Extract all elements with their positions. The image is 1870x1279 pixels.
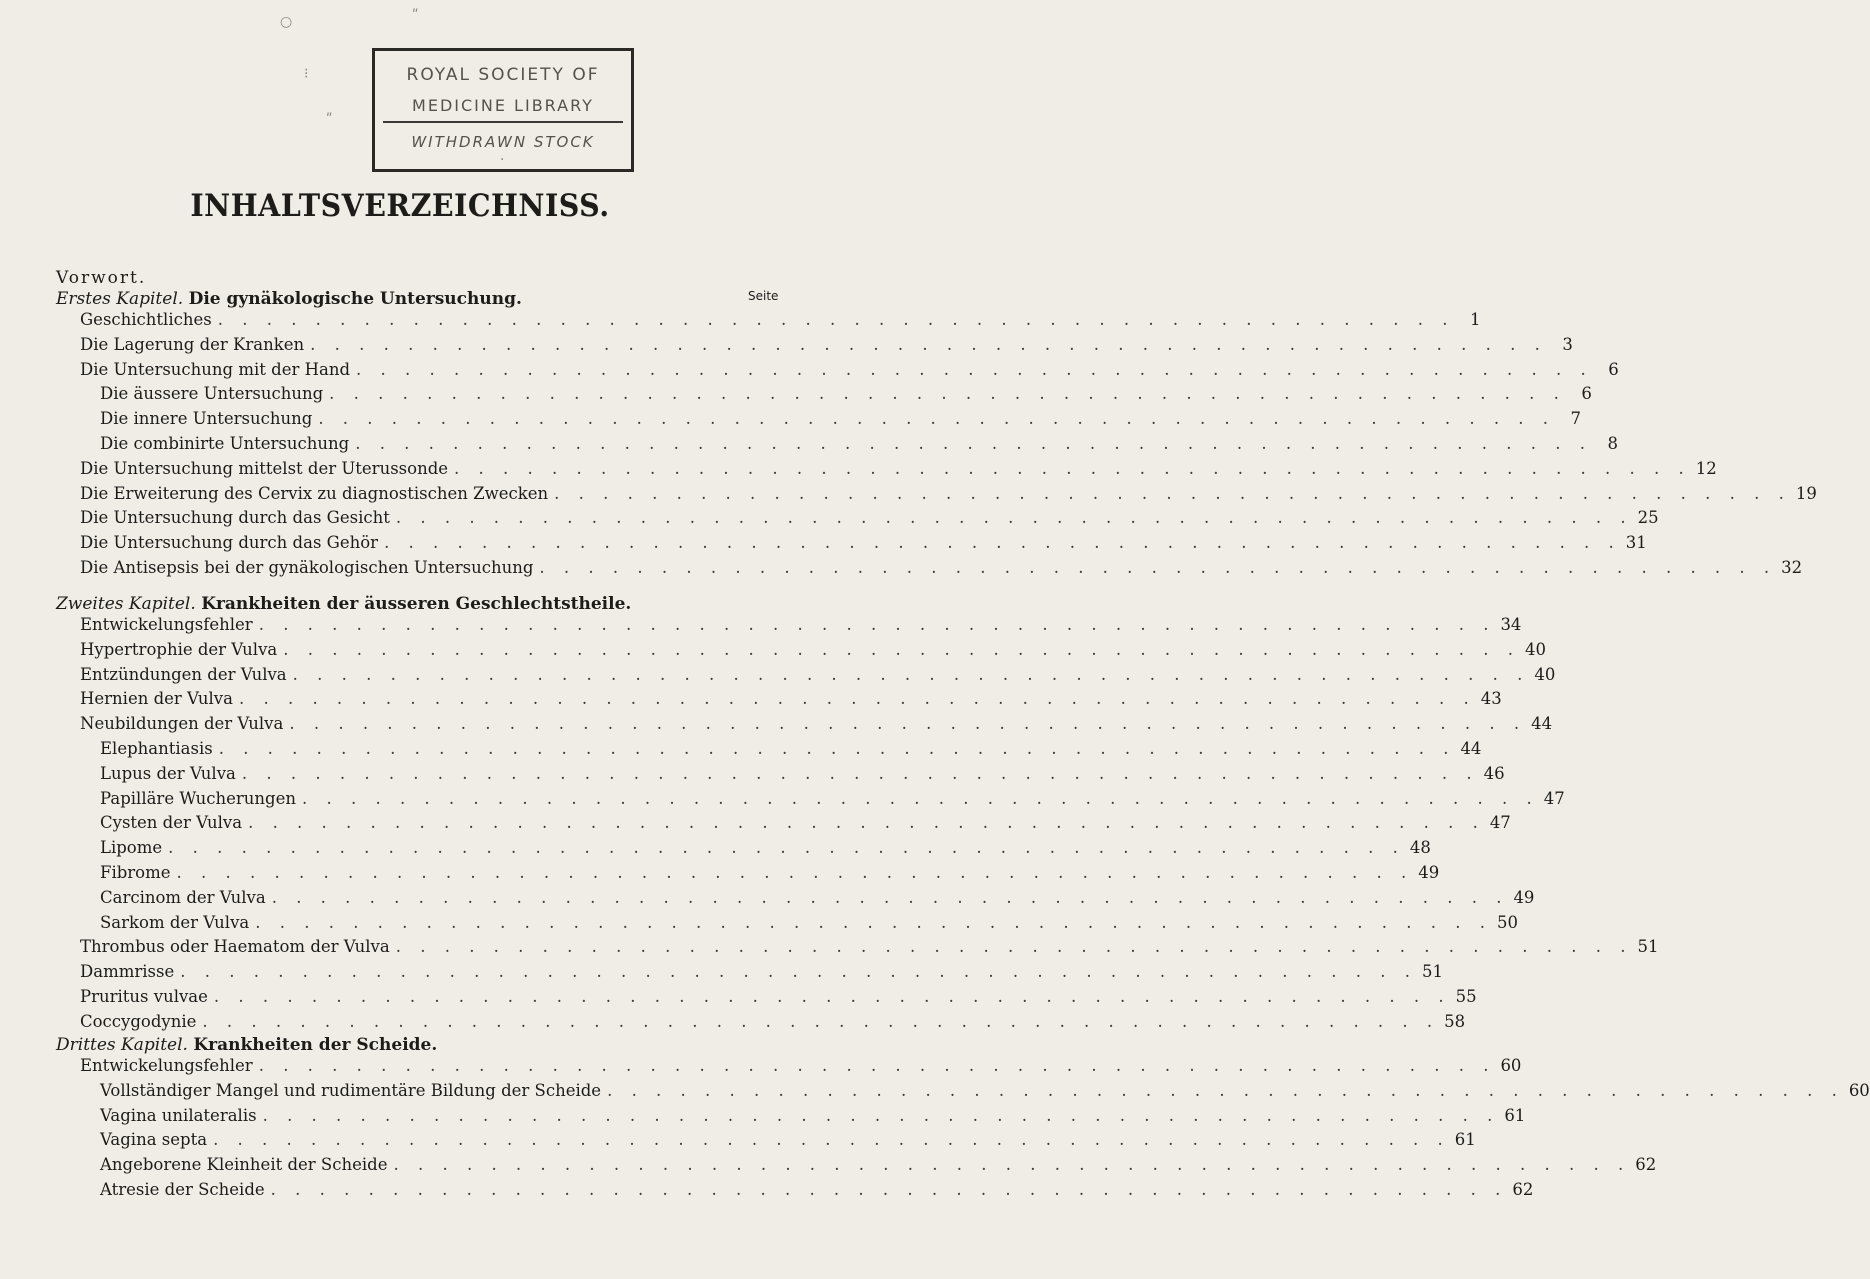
stamp-divider	[383, 121, 623, 123]
toc-entry-label: Die Untersuchung mit der Hand	[80, 359, 351, 379]
toc-entry-page: 47	[1489, 813, 1511, 833]
toc-entry-page: 47	[1543, 788, 1565, 808]
toc-entry-page: 31	[1625, 533, 1647, 553]
dot-leader: . . . . . . . . . . . . . . . . . . . . . . . . . . . . . . . . . . . . . . . . . . . . . . . . . . .	[289, 714, 1527, 734]
dot-leader: . . . . . . . . . . . . . . . . . . . . . . . . . . . . . . . . . . . . . . . . . . . . . . . . . . .	[355, 434, 1592, 453]
toc-entry-page: 40	[1534, 664, 1556, 684]
toc-entry-label: Cysten der Vulva	[100, 813, 243, 833]
ink-speck: ʺ	[326, 112, 333, 128]
toc-entry-page: 62	[1635, 1155, 1657, 1175]
toc-entry-label: Carcinom der Vulva	[100, 887, 266, 907]
dot-leader: . . . . . . . . . . . . . . . . . . . . . . . . . . . . . . . . . . . . . . . . . . . . . . . . . . .	[283, 639, 1520, 659]
dot-leader: . . . . . . . . . . . . . . . . . . . . . . . . . . . . . . . . . . . . . . . . . . . . . . . . . . .	[318, 409, 1556, 429]
dot-leader: . . . . . . . . . . . . . . . . . . . . . . . . . . . . . . . . . . . . . . . . . . . . . . . . . . .	[180, 962, 1417, 982]
toc-entry-page: 49	[1418, 863, 1440, 882]
toc-entry-label: Die Untersuchung durch das Gehör	[80, 533, 379, 553]
chapter-number: Drittes Kapitel.	[56, 1035, 188, 1055]
toc-entry-page: 62	[1512, 1180, 1534, 1199]
toc-entry-label: Die Antisepsis bei der gynäkologischen Untersuchung	[80, 558, 534, 577]
toc-entry-label: Vagina unilateralis	[100, 1105, 257, 1125]
toc-entry-page: 55	[1455, 987, 1477, 1006]
chapter-title: Krankheiten der Scheide.	[193, 1035, 438, 1055]
dot-leader: . . . . . . . . . . . . . . . . . . . . . . . . . . . . . . . . . . . . . . . . . . . . . . . . . . .	[395, 508, 1633, 528]
toc-entry-label: Lupus der Vulva	[100, 763, 236, 783]
stamp-line-2: MEDICINE LIBRARY	[412, 96, 594, 115]
toc-entry-page: 3	[1562, 334, 1573, 354]
toc-entry	[80, 937, 1659, 961]
toc-entry	[100, 739, 1482, 763]
toc-entry	[100, 409, 1582, 433]
toc-entry-page: 7	[1570, 409, 1582, 429]
dot-leader: . . . . . . . . . . . . . . . . . . . . . . . . . . . . . . . . . . . . . . . . . . . . . . . . . . .	[217, 310, 1455, 329]
toc-entry-page: 44	[1531, 714, 1553, 734]
toc-entry-label: Entzündungen der Vulva	[80, 664, 287, 684]
toc-entry	[80, 334, 1573, 359]
toc-entry-page: 1	[1469, 310, 1481, 329]
dot-leader: . . . . . . . . . . . . . . . . . . . . . . . . . . . . . . . . . . . . . . . . . . . . . . . . . . .	[310, 334, 1547, 354]
toc-entry-page: 6	[1581, 384, 1592, 404]
toc-entry-page: 25	[1637, 508, 1659, 528]
toc-entry-page: 6	[1608, 359, 1619, 379]
toc-entry-label: Atresie der Scheide	[100, 1180, 265, 1199]
toc-entry	[80, 615, 1522, 639]
toc-entry	[100, 434, 1618, 458]
dot-leader: . . . . . . . . . . . . . . . . . . . . . . . . . . . . . . . . . . . . . . . . . . . . . . . . . . .	[213, 1130, 1450, 1150]
ink-speck: ⁝	[304, 66, 309, 82]
toc-entry	[80, 310, 1481, 334]
toc-entry-page: 60	[1848, 1080, 1870, 1100]
stamp-line-1: ROYAL SOCIETY OF	[406, 65, 600, 85]
toc-entry-label: Coccygodynie	[80, 1011, 197, 1031]
dot-leader: . . . . . . . . . . . . . . . . . . . . . . . . . . . . . . . . . . . . . . . . . . . . . . . . . . .	[258, 1056, 1496, 1075]
dot-leader: . . . . . . . . . . . . . . . . . . . . . . . . . . . . . . . . . . . . . . . . . . . . . . . . . . .	[262, 1105, 1500, 1125]
page-title: INHALTSVERZEICHNISS.	[190, 188, 610, 224]
toc-entry-label: Pruritus vulvae	[80, 987, 208, 1006]
toc-entry-page: 43	[1480, 689, 1502, 709]
toc-entry	[80, 1056, 1522, 1080]
toc-entry	[80, 639, 1546, 664]
toc-entry	[100, 813, 1511, 837]
toc-entry-label: Die Lagerung der Kranken	[80, 334, 305, 354]
toc-entry	[100, 1155, 1657, 1179]
toc-entry-page: 51	[1421, 962, 1443, 982]
toc-entry	[100, 887, 1535, 912]
ink-speck: ʺ	[412, 8, 419, 24]
toc-entry-page: 8	[1607, 434, 1618, 453]
toc-entry-label: Vollständiger Mangel und rudimentäre Bildung der Scheide	[100, 1080, 602, 1100]
toc-entry-label: Lipome	[100, 838, 163, 858]
dot-leader: . . . . . . . . . . . . . . . . . . . . . . . . . . . . . . . . . . . . . . . . . . . . . . . . . . .	[271, 887, 1509, 907]
toc-entry	[100, 863, 1440, 887]
vorwort-heading: Vorwort.	[56, 268, 147, 288]
toc-entry	[100, 838, 1431, 862]
toc-entry-label: Vagina septa	[100, 1130, 208, 1150]
toc-entry-label: Entwickelungsfehler	[80, 615, 253, 634]
dot-leader: . . . . . . . . . . . . . . . . . . . . . . . . . . . . . . . . . . . . . . . . . . . . . . . . . . .	[248, 813, 1485, 833]
toc-entry-page: 60	[1500, 1056, 1522, 1075]
dot-leader: . . . . . . . . . . . . . . . . . . . . . . . . . . . . . . . . . . . . . . . . . . . . . . . . . . .	[301, 788, 1539, 808]
dot-leader: . . . . . . . . . . . . . . . . . . . . . . . . . . . . . . . . . . . . . . . . . . . . . . . . . . .	[539, 558, 1777, 577]
toc-entry	[80, 987, 1477, 1011]
dot-leader: . . . . . . . . . . . . . . . . . . . . . . . . . . . . . . . . . . . . . . . . . . . . . . . . . . .	[255, 912, 1492, 932]
toc-entry-label: Papilläre Wucherungen	[100, 788, 296, 808]
dot-leader: . . . . . . . . . . . . . . . . . . . . . . . . . . . . . . . . . . . . . . . . . . . . . . . . . . .	[241, 763, 1479, 783]
dot-leader: . . . . . . . . . . . . . . . . . . . . . . . . . . . . . . . . . . . . . . . . . . . . . . . . . . .	[393, 1155, 1631, 1175]
dot-leader: . . . . . . . . . . . . . . . . . . . . . . . . . . . . . . . . . . . . . . . . . . . . . . . . . . .	[270, 1180, 1508, 1199]
toc-entry-page: 48	[1409, 838, 1431, 858]
dot-leader: . . . . . . . . . . . . . . . . . . . . . . . . . . . . . . . . . . . . . . . . . . . . . . . . . . .	[292, 664, 1530, 684]
toc-entry	[100, 384, 1592, 408]
dot-leader: . . . . . . . . . . . . . . . . . . . . . . . . . . . . . . . . . . . . . . . . . . . . . . . . . . .	[168, 838, 1405, 858]
dot-leader: . . . . . . . . . . . . . . . . . . . . . . . . . . . . . . . . . . . . . . . . . . . . . . . . . . .	[395, 937, 1633, 957]
toc-entry	[80, 664, 1556, 689]
toc-entry	[80, 458, 1717, 483]
toc-entry-label: Fibrome	[100, 863, 171, 882]
dot-leader: . . . . . . . . . . . . . . . . . . . . . . . . . . . . . . . . . . . . . . . . . . . . . . . . . . .	[218, 739, 1456, 758]
page-column-label: Seite	[748, 289, 779, 303]
toc-entry-label: Hernien der Vulva	[80, 689, 233, 709]
toc-entry-label: Die combinirte Untersuchung	[100, 434, 350, 453]
toc-entry	[100, 1180, 1534, 1204]
chapter-heading	[56, 1035, 437, 1055]
toc-entry-page: 51	[1637, 937, 1659, 957]
toc-entry-label: Dammrisse	[80, 962, 175, 982]
toc-entry	[80, 962, 1443, 986]
toc-entry	[80, 558, 1803, 582]
toc-entry-page: 32	[1781, 558, 1803, 577]
dot-leader: . . . . . . . . . . . . . . . . . . . . . . . . . . . . . . . . . . . . . . . . . . . . . . . . . . .	[213, 987, 1451, 1006]
dot-leader: . . . . . . . . . . . . . . . . . . . . . . . . . . . . . . . . . . . . . . . . . . . . . . . . . . .	[202, 1011, 1440, 1031]
toc-entry-label: Die Untersuchung mittelst der Uterussonde	[80, 458, 449, 478]
dot-leader: . . . . . . . . . . . . . . . . . . . . . . . . . . . . . . . . . . . . . . . . . . . . . . . . . . .	[554, 483, 1791, 503]
toc-entry-label: Angeborene Kleinheit der Scheide	[100, 1155, 388, 1175]
dot-leader: . . . . . . . . . . . . . . . . . . . . . . . . . . . . . . . . . . . . . . . . . . . . . . . . . . .	[454, 458, 1691, 478]
toc-entry	[80, 533, 1647, 557]
toc-entry	[80, 359, 1619, 384]
chapter-heading	[56, 289, 522, 309]
toc-entry	[80, 714, 1553, 738]
toc-entry-page: 12	[1695, 458, 1717, 478]
toc-entry	[100, 1130, 1476, 1154]
dot-leader: . . . . . . . . . . . . . . . . . . . . . . . . . . . . . . . . . . . . . . . . . . . . . . . . . . .	[384, 533, 1621, 553]
toc-entry-page: 50	[1496, 912, 1518, 932]
toc-entry	[100, 788, 1565, 813]
dot-leader: . . . . . . . . . . . . . . . . . . . . . . . . . . . . . . . . . . . . . . . . . . . . . . . . . . .	[238, 689, 1476, 709]
toc-entry-label: Die äussere Untersuchung	[100, 384, 324, 404]
toc-entry-label: Entwickelungsfehler	[80, 1056, 253, 1075]
toc-entry-label: Sarkom der Vulva	[100, 912, 250, 932]
toc-entry-page: 46	[1483, 763, 1505, 783]
toc-entry-page: 19	[1795, 483, 1817, 503]
chapter-number: Erstes Kapitel.	[56, 289, 184, 309]
toc-entry	[100, 1105, 1526, 1130]
toc-entry-label: Geschichtliches	[80, 310, 212, 329]
dot-leader: . . . . . . . . . . . . . . . . . . . . . . . . . . . . . . . . . . . . . . . . . . . . . . . . . . .	[356, 359, 1593, 379]
chapter-title: Die gynäkologische Untersuchung.	[188, 289, 522, 309]
toc-entry	[100, 912, 1518, 937]
toc-entry	[100, 1080, 1870, 1105]
toc-entry	[80, 483, 1817, 508]
toc-entry-label: Elephantiasis	[100, 739, 213, 758]
toc-entry-label: Die innere Untersuchung	[100, 409, 313, 429]
toc-entry	[80, 689, 1502, 713]
ink-speck: ·	[500, 152, 505, 168]
stamp-line-3: WITHDRAWN STOCK	[411, 133, 595, 151]
dot-leader: . . . . . . . . . . . . . . . . . . . . . . . . . . . . . . . . . . . . . . . . . . . . . . . . . . .	[607, 1080, 1844, 1100]
toc-entry-page: 61	[1504, 1105, 1526, 1125]
toc-entry-label: Thrombus oder Haematom der Vulva	[80, 937, 390, 957]
toc-entry-page: 44	[1460, 739, 1482, 758]
chapter-title: Krankheiten der äusseren Geschlechtstheile.	[201, 594, 632, 614]
toc-entry-page: 34	[1500, 615, 1522, 634]
toc-entry-page: 61	[1454, 1130, 1476, 1150]
ink-speck: ○	[280, 14, 293, 30]
toc-entry	[80, 508, 1659, 532]
toc-entry-page: 49	[1513, 887, 1535, 907]
chapter-heading	[56, 594, 631, 614]
toc-entry-label: Die Erweiterung des Cervix zu diagnostischen Zwecken	[80, 483, 549, 503]
toc-entry-page: 58	[1444, 1011, 1466, 1031]
dot-leader: . . . . . . . . . . . . . . . . . . . . . . . . . . . . . . . . . . . . . . . . . . . . . . . . . . .	[329, 384, 1566, 404]
dot-leader: . . . . . . . . . . . . . . . . . . . . . . . . . . . . . . . . . . . . . . . . . . . . . . . . . . .	[258, 615, 1496, 634]
chapter-number: Zweites Kapitel.	[56, 594, 196, 614]
toc-entry	[80, 1011, 1466, 1036]
toc-entry-page: 40	[1524, 639, 1546, 659]
toc-entry-label: Neubildungen der Vulva	[80, 714, 284, 734]
toc-entry	[100, 763, 1505, 788]
dot-leader: . . . . . . . . . . . . . . . . . . . . . . . . . . . . . . . . . . . . . . . . . . . . . . . . . . .	[176, 863, 1414, 882]
toc-entry-label: Die Untersuchung durch das Gesicht	[80, 508, 390, 528]
toc-entry-label: Hypertrophie der Vulva	[80, 639, 278, 659]
